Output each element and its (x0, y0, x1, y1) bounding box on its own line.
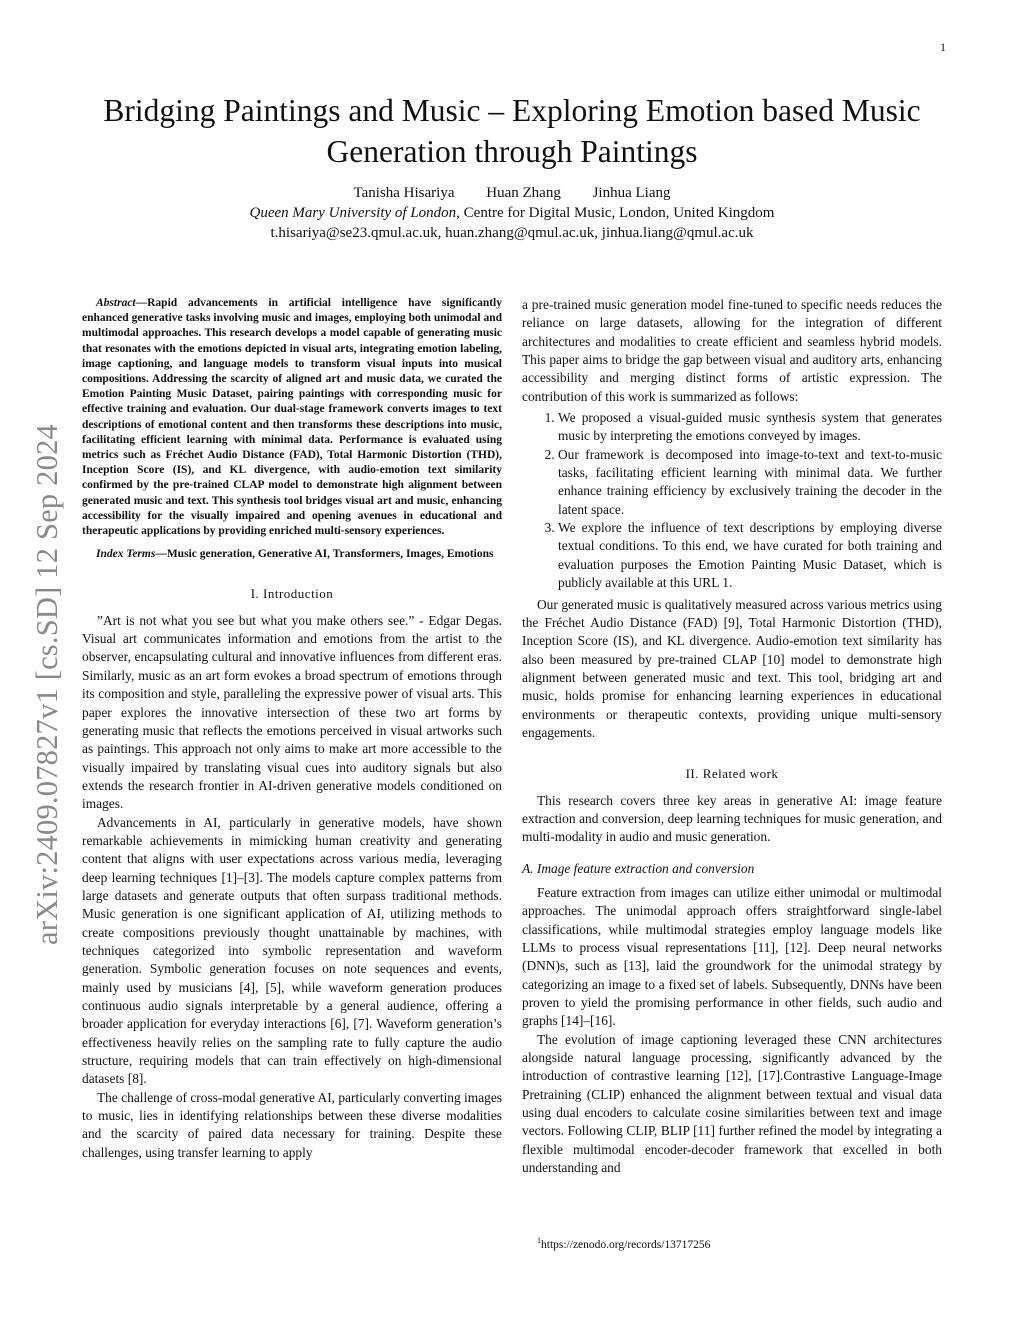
author-name: Tanisha Hisariya (353, 185, 455, 201)
contribution-item: 1. We proposed a visual-guided music synthesis system that generates music by interpreting the emotions conveyed by images. (558, 409, 942, 446)
abstract-label: Abstract (96, 297, 136, 309)
affiliation-university: Queen Mary University of London (249, 205, 457, 221)
arxiv-identifier: arXiv:2409.07827v1 [cs.SD] 12 Sep 2024 (30, 424, 64, 945)
paper-title: Bridging Paintings and Music – Exploring Emotion based Music Generation through Paintings (103, 93, 921, 169)
abstract (82, 296, 502, 539)
index-terms-label: Index Terms (96, 548, 156, 561)
index-terms (82, 547, 502, 562)
intro-paragraph-3-continued: a pre-trained music generation model fine-tuned to specific needs reduces the reliance on large datasets, allowing for the integration of different architectures and modalities to create efficient and seamless hybrid models. This paper aims to bridge the gap between visual and auditory arts, enhancing accessibility and merging distinct forms of artistic expression. The contribution of this work is summarized as follows: (522, 297, 942, 404)
right-column (522, 296, 942, 1177)
subsection-heading: A. Image feature extraction and conversion (522, 860, 755, 876)
contribution-list (522, 409, 942, 592)
index-terms-text: —Music generation, Generative AI, Transformers, Images, Emotions (155, 548, 494, 561)
author-names (80, 183, 944, 203)
affiliation-details: , Centre for Digital Music, London, United Kingdom (456, 205, 775, 221)
page-number: 1 (940, 40, 946, 54)
author-name: Huan Zhang (486, 185, 561, 201)
author-name: Jinhua Liang (592, 185, 671, 201)
footnote-url: https://zenodo.org/records/13717256 (541, 1238, 711, 1251)
related-paragraph-1: This research covers three key areas in generative AI: image feature extraction and conversion, deep learning techniques for music generation, and multi-modality in audio and music generation. (522, 792, 942, 845)
contribution-item: 2. Our framework is decomposed into image-to-text and text-to-music tasks, facilitating efficient learning with minimal data. We further enhance training efficiency by exclusively training the decoder in the latent space. (558, 446, 942, 519)
section-heading-introduction: I. Introduction (250, 586, 334, 602)
intro-paragraph-3: The challenge of cross-modal generative AI, particularly converting images to music, lies in identifying relationships between these diverse modalities and the scarcity of paired data necessary for training. Despite these challenges, using transfer learning to apply (82, 1089, 502, 1160)
related-paragraph-2: Feature extraction from images can utilize either unimodal or multimodal approaches. The unimodal approach offers straightforward single-label classifications, while multimodal strategies employ language models like LLMs to process visual representations [11], [12]. Deep neural networks (DNN)s, such as [13], laid the groundwork for the unimodal strategy by categorizing an image to a fixed set of labels. Subsequently, DNNs have been proven to yield the promising performance in other fields, such audio and graphs [14]–[16]. (522, 884, 942, 1029)
footnote (537, 1236, 710, 1251)
abstract-text: —Rapid advancements in artificial intelligence have significantly enhanced generative tasks involving music and images, employing both unimodal and multimodal approaches. This research develops a model capable of generating music that resonates with the emotions depicted in visual arts, integrating emotion labeling, image captioning, and language models to transform visual inputs into musical compositions. Addressing the scarcity of aligned art and music data, we curated the Emotion Painting Music Dataset, pairing paintings with corresponding music for effective training and evaluation. Our dual-stage framework converts images to text descriptions of emotional content and then transforms these descriptions into music, facilitating efficient learning with minimal data. Performance is evaluated using metrics such as Fréchet Audio Distance (FAD), Total Harmonic Distortion (THD), Inception Score (IS), and KL divergence, with audio-emotion text similarity confirmed by the pre-trained CLAP model to demonstrate high alignment between generated music and text. This synthesis tool bridges visual art and music, enhancing accessibility for the visually impaired and opening avenues in educational and therapeutic applications by providing enriched multi-sensory experiences. (82, 297, 502, 538)
intro-paragraph-4: Our generated music is qualitatively measured across various metrics using the Fréchet Audio Distance (FAD) [9], Total Harmonic Distortion (THD), Inception Score (IS), and KL divergence. Audio-emotion text similarity has also been measured by pre-trained CLAP [10] model to demonstrate high alignment between generated music and text. This tool, bridging art and music, holds promise for enhancing learning experiences in educational environments or therapeutic contexts, providing unique multi-sensory engagements. (522, 596, 942, 740)
intro-paragraph-2: Advancements in AI, particularly in generative models, have shown remarkable achievements in mimicking human creativity and generating content that aligns with user expectations across various media, leveraging deep learning techniques [1]–[3]. The models capture complex patterns from large datasets and generate outputs that often surpass traditional methods. Music generation is one significant application of AI, utilizing methods to create compositions previously thought unattainable by machines, with techniques categorized into symbolic representation and waveform generation. Symbolic generation focuses on note sequences and events, mainly used by musicians [4], [5], while waveform generation produces continuous audio signals interpretable by a general audience, offering a broader application for everyday interactions [6], [7]. Waveform generation’s effectiveness heavily relies on the sampling rate to fully capture the audio structure, requiring models that can train effectively on high-dimensional datasets [8]. (82, 814, 502, 1087)
author-block (80, 183, 944, 243)
related-paragraph-3: The evolution of image captioning leveraged these CNN architectures alongside natural language processing, significantly advanced by the introduction of contrastive learning [12], [17].Contrastive Language-Image Pretraining (CLIP) enhanced the alignment between textual and visual data using dual encoders to calculate cosine similarities between text and image vectors. Following CLIP, BLIP [11] further refined the model by integrating a flexible multimodal encoder-decoder framework that excelled in both understanding and (522, 1031, 942, 1176)
affiliation (80, 203, 944, 223)
intro-paragraph-1: ”Art is not what you see but what you make others see.” - Edgar Degas. Visual art communicates information and emotions from the artist to the observer, encapsulating cultural and innovative influences from different eras. Similarly, music as an art form evokes a broad spectrum of emotions through its composition and style, paralleling the expressive power of visual arts. This paper explores the innovative intersection of these two art forms by generating music that reflects the emotions perceived in visual artworks such as paintings. This approach not only aims to make art more accessible to the visually impaired by translating visual cues into auditory signals but also extends the research frontier in AI-driven generative models conditioned on images. (82, 612, 502, 812)
left-column (82, 296, 502, 1162)
author-emails: t.hisariya@se23.qmul.ac.uk, huan.zhang@qmul.ac.uk, jinhua.liang@qmul.ac.uk (270, 225, 754, 241)
contribution-item: 3. We explore the influence of text descriptions by employing diverse textual conditions. To this end, we have curated for both training and evaluation purposes the Emotion Painting Music Dataset, which is publicly available at this URL 1. (558, 519, 942, 592)
footnote-mark: 1 (537, 1236, 541, 1245)
section-heading-related-work: II. Related work (685, 766, 779, 782)
